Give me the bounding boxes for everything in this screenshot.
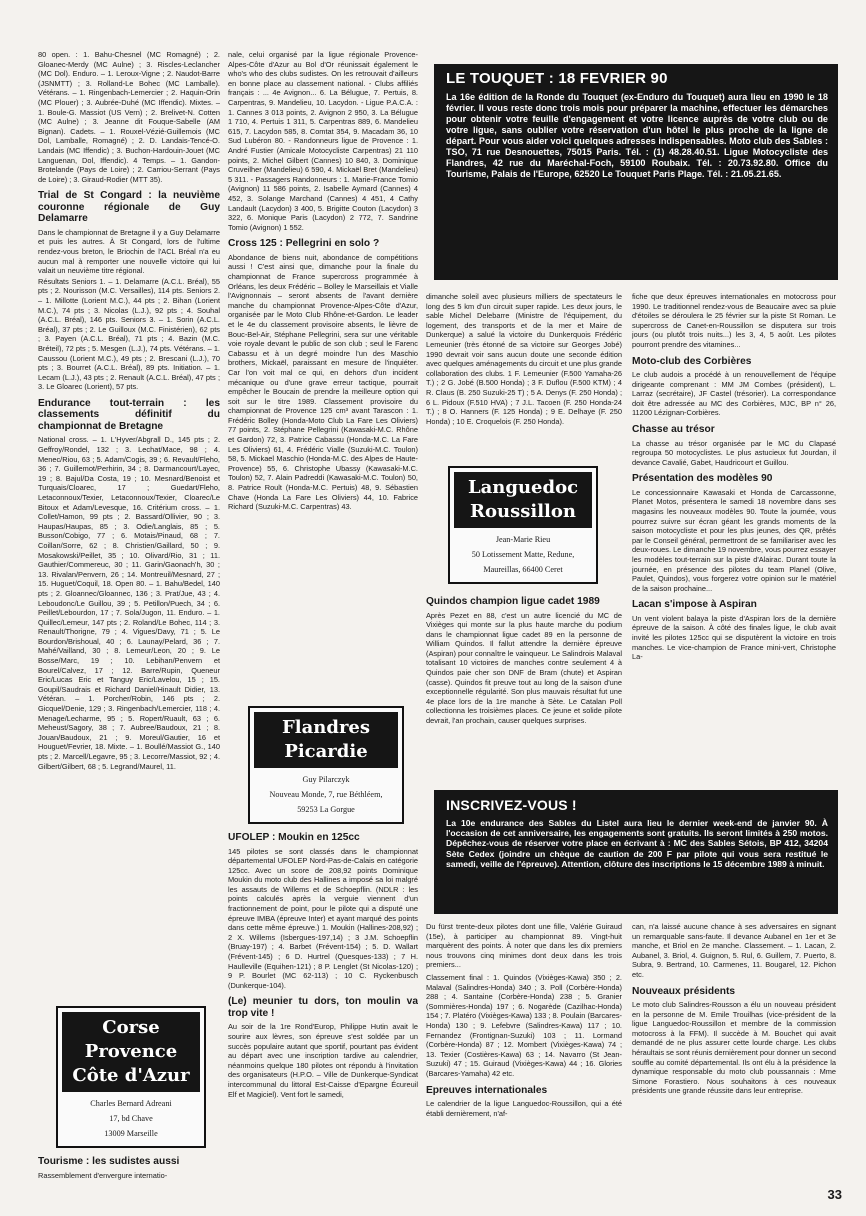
quindos-classement: Classement final : 1. Quindos (Vixièges-Kawa) 350 ; 2. Malaval (Salindres-Honda) 340 ; 3. Poll (Corbère-Honda) 288 ; 4. Santaine (Corbère-Honda) 238 ; 5. Granier (Sommières-Honda) 197 ; 6. Nogarède (Cazilhac-Honda) 154 ; 7. Platéro (Vixièges-Kawa) 133 ; 8. Poulain (Barcares-Honda) 130 ; 9. Lefebvre (Salindres-Kawa) 117 ; 10. Fernandez (Frontignan-Suzuki) 103 ; 11. Lormand (Corbère-Honda) 87 ; 12. Mombert (Vixièges-Kawa) 74 ; 13. Texier (Costières-Kawa) 63 ; 14. Navarro (St Jean-Suzuki) 47 ; 15. Guiraud (Vixièges-Kawa) 44 ; 16. Glories (Barcares-Yamaha) 42 etc.	[426, 972, 622, 1078]
region-name: Corse Provence Côte d'Azur	[62, 1012, 200, 1092]
column-3-lower	[426, 922, 622, 1210]
cross-heading: Cross 125 : Pellegrini en solo ?	[228, 238, 380, 250]
column-2	[228, 50, 418, 666]
chasse-heading: Chasse au trésor	[632, 424, 715, 436]
lacan-heading: Lacan s'impose à Aspiran	[632, 599, 757, 611]
region-street: Nouveau Monde, 7, rue Béthléem,	[269, 790, 383, 799]
quindos-heading: Quindos champion ligue cadet 1989	[426, 596, 600, 607]
meunier-heading: (Le) meunier tu dors, ton moulin va trop vite !	[228, 996, 418, 1019]
region-contact: Charles Bernard Adreani	[90, 1099, 172, 1108]
presentation-text: Le concessionnaire Kawasaki et Honda de Carcassonne, Planet Motos, présentera le samedi 18 novembre dans ses magasins les nouveaux modèles 90. Toute la journée, vous pourrez suivre sur écran géant les grands moments de la saison motocycliste et pour les plus jeunes, des QR, prêtés par le Conseil général, permettront de se familiariser avec les deux-roues. Le dimanche 19 novembre, vous pourrez essayer les modèles tout-terrain sur la piste d'Alairac. Durant toute la journée, en présence des pilotes du team Planel (Olive, Paulet, Quindos), vous forgerez votre opinion sur le matériel de la saison prochaine...	[632, 487, 836, 593]
tourisme-cont: nale, celui organisé par la ligue régionale Provence-Alpes-Côte d'Azur au Bol d'Or réunissait également le who's who des clubs sudistes. On les retrouvait d'ailleurs en bonne place au classement national. - Clubs affiliés français : ... 4e Avignon... 6. La Bélugue, 7. Pertuis, 8. Carpentras, 9. Mandelieu, 10. Lacydon. - Ligue P.A.C.A. : 1. Cannes 3 013 points, 2. Avignon 2 950, 3. La Bélugue 1 710, 4. Pertuis 1 311, 5. Carpentras 889, 6. Mandelieu 615, 7. Lacydon 585, 8. Comtat 354, 9. Macadam 36, 10 Sud Lubéron 80. - Randonneurs ligue de Provence : 1. André Fustier (Amicale Motocycliste Carpentras) 21 110 points, 2. Michel Gilbert (Cannes) 10 840, 3. Dominique Cruveilher (Mandelieu) 6 590, 4. Mickaël Bret (Mandelieu) 5 311. - Passagers Randonneurs : 1. Marie-France Tomio (Avignon) 11 586 points, 2. Isabelle Aymard (Cannes) 4 452, 3. Solange Marchand (Cannes) 4 451, 4 Cathy Landault (Lacydon) 3 400, 5. Brigitte Couton (Lacydon) 3 322, 6. Monique Paris (Lacydon) 2 772, 7. Sandrine Tomio (Avignon) 1 552.	[228, 50, 418, 232]
region-name: Languedoc Roussillon	[454, 472, 592, 528]
inscrivez-heading: INSCRIVEZ-VOUS !	[446, 797, 577, 813]
letouquet-heading: LE TOUQUET : 18 FEVRIER 90	[446, 70, 668, 87]
epreuves-text: Le calendrier de la ligue Languedoc-Roussillon, qui a été établi dernièrement, n'af-	[426, 1099, 622, 1118]
region-city: 13009 Marseille	[104, 1129, 158, 1138]
region-box-languedoc	[448, 466, 598, 584]
column-3-middle	[426, 596, 622, 778]
page-number: 33	[827, 1187, 842, 1202]
region-city: Maureillas, 66400 Ceret	[483, 565, 563, 574]
meunier-text: Au soir de la 1re Rond'Europ, Philippe Hutin avait le sourire aux lèvres, son épreuve s'est soldée par un succès populaire autant que sportif, pourtant pas évident au départ avec une inscription tardive au calendrier, néanmoins quelque 180 pilotes ont répondu à l'invitation des organisateurs (H.P.O. – Ville de Dunkerque-Syndicat intercommunal du littoral Est-Caisse d'Epargne Écureuil Elf et Magiciel). Vent fort le samedi,	[228, 1022, 418, 1099]
tourisme-start	[38, 1154, 220, 1214]
endurance-text: National cross. – 1. L'Hyver/Abgrall D., 145 pts ; 2. Geffroy/Rondel, 132 ; 3. Lechat/Mace, 98 ; 4. Menec/Riou, 63 ; 5. Adam/Cogis, 39 ; 6. Revault/Fleho, 36 ; 7. Guillemot/Perhirin, 34 ; 8. Darmancourt/Layec, 19 ; 8. Bajul/Da Costa, 19 ; 10. Mesnard/Benoist et Turquais/Cloarec, 17 ; Guedart/Fleho, Letaconnoux/Texier, Letaconnoux/Texier, Cloarec/Le Bitoux et Adam/Levesque, 16. Critérium cross. – 1. Collet/Hamon, 99 pts ; 2. Bassard/Ollivier, 90 ; 3. Haupas/Haupas, 85 ; 3. Odie/Langlais, 85 ; 5. Busson/Cobigo, 77 ; 6. Motais/Pinaud, 68 ; 7. Coillan/Sorre, 62 ; 8. Christien/Gaillard, 50 ; 9. Mosakowski/Peillet, 35 ; 10. Olivard/Rio, 31 ; 11. Gauthier/Commereuc, 30 ; 11. Garin/Gaonach'h, 30 ; 13. Rivalan/Penvern, 26 ; 14. Montreuil/Mesnard, 27 ; 15. Huguet/Coquil, 18. Open 80. – 1. Bahu/Bedel, 140 pts ; 2. Gloannec/Gloannec, 136 ; 3. Prat/Jue, 43 ; 4. Leboudonc/Le Guillou, 39 ; 5. Petillon/Puech, 34 ; 6. Peillet/Lebourdon, 17 ; 7. Sola/Jugon, 11. Enduro. – 1. Quillec/Lemeur, 147 pts ; 2. Roland/Le Bohec, 114 ; 3. Renault/Thorigne, 79 ; 4. Vigues/Davy, 71 ; 5. Le Bourdon/Brishoual, 40 ; 6. Launay/Pelard, 36 ; 7. Mahé/Vailland, 30 ; 8. Lemeur/Leon, 20 ; 9. Le Bosse/Marc, 19 ; 10. Lebihan/Penvern et Bourel/Calvez, 17 ; 12. Barre/Rupin, Queneur Eric/Lucas Eric et Tanguy Eric/Lavelou, 15 ; 15. Goupil/Saudrais et Richard Daniel/Hinault Didier, 13. Vétéran. – 1. Porcher/Robin, 146 pts ; 2. Gicquel/Denie, 129 ; 3. Ringenbach/Lemercier, 118 ; 4. Menage/Lecharme, 95 ; 5. Ropert/Ruault, 63 ; 6. Meheust/Sagory, 38 ; 7. Aubree/Baudoux, 21 ; 8. Jouan/Baudoux, 21 ; 9. Moreul/Gautier, 16 et Houguet/Fevrier, 18. Mixte. – 1. Boullé/Massiot G., 140 pts ; 2. Marcell/Legavre, 95 ; 3. Lecorre/Massiot, 92 ; 4. Gilbert/Gilbert, 68 ; 5. Legrand/Maurel, 11.	[38, 435, 220, 771]
meunier-cont: dimanche soleil avec plusieurs milliers de spectateurs le long des 5 km d'un circuit super rapide. Les deux jours, le sable Michel Delebarre (Ministre de l'équipement, du logement, des transports et de la mer et Maire de Dunkerque) a salué la victoire du Dunkerquois Frédéric Lemeunier (très étonné de sa victoire sur Georges Jobé) 1990 devrait voir sans aucun doute une seconde édition avec quelques aménagements du circuit et une plus grande collaboration des clubs. 1 F. Lemeunier (F.500 Yamaha-26 T.) ; 2 G. Jobé (B.500 Honda) ; 3 F. Duflou (F.500 KTM) ; 4 R. Claus (B. 250 Suzuki-25 T) ; 5 A. Denys (F. 250 Honda) ; 6 L. Pidoux (F.510 HVA) ; 7 J.L. Tacoen (F. 250 Honda-24 T.) ; 8 O. Hanners (F. 125 Honda) ; 9 E. Delhaye (F. 250 Honda) ; 10 E. Croquelois (F. 250 Honda).	[426, 292, 622, 426]
inscrivez-box	[434, 790, 838, 914]
tourisme-text: Rassemblement d'envergure internatio-	[38, 1170, 168, 1180]
inscrivez-text: La 10e endurance des Sables du Listel aura lieu le dernier week-end de janvier 90. À l'occasion de cet anniversaire, les engagements sont gratuits. Ils seront limités à 250 motos. Dépêchez-vous de réserver votre place en écrivant à : MC des Sables Sétois, BP 412, 34204 Sète Cedex (joindre un chèque de caution de 200 F par pilote qui vous sera restitué le samedi, veille de l'épreuve). Attention, clôture des inscriptions le 15 décembre 1989 à minuit.	[446, 818, 828, 869]
region-box-corse	[56, 1006, 206, 1148]
column-2-lower	[228, 832, 418, 1208]
corbieres-heading: Moto-club des Corbières	[632, 355, 752, 367]
letouquet-box	[434, 64, 838, 280]
column-4-lower	[632, 922, 836, 1190]
ufolep-text: 145 pilotes se sont classés dans le championnat départemental UFOLEP Nord-Pas-de-Calais en catégorie 125cc. Avec un score de 208,92 points Dominique Moukin du moto club des Hallines a imposé sa loi malgré les assauts de Willems et de Schoepflin. (NDLR : les points calculés après la verguie viennent d'un fractionnement de point, pour le pilote qui a disputé une épreuve IMBA (épreuve Inter) et ayant marqué des points dans cette même épreuve.) 1. Moukin (Hallines-208,92) ; 2 X. Willems (Isbergues-197,14) ; 3 J.M. Schoepflin (Bruay-197) ; 4. Barbet (Frévent-154) ; 5. D. Wallart (Frévent-145) ; 6 D. Hurtrel (Quesques-133) ; 7 H. Haulleville (Equihen-121) ; 8 P. Lenglet (St Nicolas-120) ; 9 P. Bourlet (MC 62-113) ; 10 C. Ryckenbusch (Dunkerque-104).	[228, 846, 418, 990]
letouquet-text: La 16e édition de la Ronde du Touquet (ex-Enduro du Touquet) aura lieu en 1990 le 18 février. Il vous reste donc trois mois pour préparer la machine, effectuer les démarches pour obtenir votre feuille d'engagement et votre licence auprès de votre club ou de votre ligue, sans oublier votre réservation d'un hôtel le plus proche de la ligne de départ. Pour vous aider voici quelques adresses indispensables. Moto club des Sables : TSO, 71 rue Desnouettes, 75015 Paris. Tél. : (1) 48.28.40.51. Ligue Motocycliste des Flandres, 42 rue du Maréchal-Foch, 59100 Roubaix. Tél. : 20.73.92.80. Office du Tourisme, Palais de l'Europe, 62520 Le Touquet Paris Plage. Tél. : 21.05.21.65.	[446, 92, 828, 179]
lacan-text: Un vent violent balaya la piste d'Aspiran lors de la dernière épreuve de la saison. À côté des finales ligue, le club avait invité les pilotes 125cc qui se disputèrent la victoire en trois manches. Le vice-champion de France mini-vert, Christophe La-	[632, 613, 836, 662]
lacan-cont: can, n'a laissé aucune chance à ses adversaires en signant un remarquable sans-faute. Il devance Aubanel en 1er et 3e manche, et Briol en 2e manche. Classement. – 1. Lacan, 2. Aubanel, 3. Briol, 4. Guignon, 5. Rul, 6. Guillem, 7. Puerto, 8. Subra, 9. Bertrand, 10. Carmenes, 11. Bougarel, 12. Pichon etc.	[632, 922, 836, 979]
ufolep-heading: UFOLEP : Moukin en 125cc	[228, 832, 360, 843]
region-contact: Guy Pilarczyk	[302, 775, 350, 784]
chasse-text: La chasse au trésor organisée par le MC du Clapasé regroupa 50 motocyclistes. Le plus astucieux fut Jourdan, il devance Cavalié, Gabet, Haudricourt et Guillou.	[632, 438, 836, 467]
column-3-upper	[426, 292, 622, 460]
nouveaux-text: Le moto club Salindres-Rousson a élu un nouveau président en la personne de M. Emile Trouilhas (vice-président de la ligue Languedoc-Roussillon et membre de la commission motocross à la FFM). Il succède à M. Bouchet qui avait demandé de ne plus assurer cette lourde charge. Les clubs héraultais se sont réunis dernièrement pour donner un second souffle au comité départemental. Ils ont élu à la présidence la dynamique responsable du moto club poussannais : Mme Simone Forastiero. Nous souhaitons à ces nouveaux présidents une grande réussite dans leur entreprise.	[632, 1000, 836, 1096]
stcongard-results: Résultats Seniors 1. – 1. Delamarre (A.C.L. Bréal), 55 pts ; 2. Nourisson (M.C. Versailles), 114 pts. Seniors 2. – 1. Millotte (Lorient M.C.), 44 pts ; 2. Bihan (Lorient M.C.), 74 pts ; 3. Nicolas (L.J.), 92 pts ; 4. Souhal (A.C.L. Bréal), 146 pts. Seniors 3. – 1. Sorin (A.C.L. Bréal), 37 pts ; 2. Le Guilloux (M.C. Finistérien), 62 pts ; 3. Payen (A.C.L. Bréal), 71 pts ; 4. Bazin (M.C. Bréteil), 72 pts ; 5. Mesgen (L.J.), 74 pts. Vétérans. – 1. Caussou (Lorient M.C.), 49 pts ; 2. Brescani (L.J.), 70 pts ; 3. Bourret (A.C.L. Bréal), 89 pts. Initiation. – 1. Lecam (L.J.), 43 pts ; 2. Renault (A.C.L. Bréal), 47 pts ; 3. Le Gloarec (Lorient), 57 pts.	[38, 276, 220, 392]
epreuves-cont: fiche que deux épreuves internationales en motocross pour 1990. Le traditionnel rendez-vous de Beaucaire avec sa pluie d'étoiles se déroulera le 25 février sur la piste St Roman. Le supercross de Canet-en-Roussillon se disputera sur trois jours (ou plutôt trois nuits...) les 3, 4, 5 août. Les pilotes pourront prendre des vitamines...	[632, 292, 836, 349]
corbieres-text: Le club audois a procédé à un renouvellement de l'équipe dirigeante comprenant : MM JM Combes (président), L. Larraz (secrétaire), JF Castel (trésorier). La correspondance doit être adressée au MC des Corbières, MJC, BP n° 26, 11200 Lézignan-Corbières.	[632, 370, 836, 418]
tourisme-heading: Tourisme : les sudistes aussi	[38, 1156, 180, 1167]
column-4-upper	[632, 292, 836, 786]
stcongard-heading: Trial de St Congard : la neuvième couronne régionale de Guy Delamarre	[38, 190, 220, 225]
results-bretagne-text: 80 open. : 1. Bahu-Chesnel (MC Romagné) ; 2. Gloanec-Merdy (MC Aulne) ; 3. Riscles-Leclancher (MC Dol). Enduro. – 1. Leroux-Vigne ; 2. Naudot-Barre (JSNMTT) ; 3. Rolland-Le Bohec (MC Lamballe). Vétérans. – 1. Ringenbach-Lemercier ; 2. Haquin-Orin (MC Plouer) ; 3. Aubrée-Duhé (MC Iffendic). Mixtes. – 1. Boule-G. Massiot (US Vern) ; 2. Brelivet-N. Cotten (MC Aulne) ; 3. Jeanne dit Fouque-Sabelle (AM Bignan). Cadets. – 1. Rouxel-Vézié-Guillemois (MC Dol, Lamballe, Romagné) ; 2. D. Landais-Tencé-O. Landais (MC Iffendic) ; 3. Buchon-Hardouin-Jouet (MC Languenan, Dol, Iffendic). 4 Temps. – 1. Gandon-Brotelande (Pays de Loire) ; 2. Carriou-Serrant (Pays de Loire) ; 3. Giraud-Rodier (MTT 35).	[38, 50, 220, 184]
endurance-heading: Endurance tout-terrain : les classements définitif du championnat de Bretagne	[38, 397, 220, 432]
region-street: 17, bd Chave	[109, 1114, 153, 1123]
region-city: 59253 La Gorgue	[297, 805, 355, 814]
epreuves-heading: Epreuves internationales	[426, 1084, 548, 1096]
quindos-text: Après Pezet en 88, c'est un autre licencié du MC de Vixièges qui monte sur la plus haute marche du podium dans le championnat ligue cadet 89 en la personne de William Quindos. Il fallut attendre la dernière épreuve (Aspiran) pour connaître le vainqueur. Le Salindrois Malaval totalisant 10 victoires de manches contre seulement 4 à Quindos paie cher son DNF de Bram (chute) et Aspiran (casse). Quindos fit preuve tout au long de la saison d'une exceptionnelle régularité. Son plus mauvais résultat fut une 4e place lors de la 1re manche à Sète. Le Catalan Poll collectionna les troisièmes places. Ce jeune et solide pilote devrait, l'an prochain, causer quelques surprises.	[426, 610, 622, 726]
quindos-results-intro: Du fürst trente-deux pilotes dont une fille, Valérie Guiraud (15e), à participer au championnat 89. Vingt-huit marquèrent des points. À noter que dans les dix premiers nous trouvons cinq minimes dont deux dans les trois premiers...	[426, 922, 622, 970]
region-name: Flandres Picardie	[254, 712, 398, 768]
presentation-heading: Présentation des modèles 90	[632, 473, 773, 485]
cross-text: Abondance de biens nuit, abondance de compétitions aussi ! C'est ainsi que, dimanche pour la finale du championnat de France supercross programmée à Orléans, les deux Frédéric – Bolley le Marseillais et Vialle l'Avignonnais – seront absents de l'avant dernière manche du championnat Provence-Alpes-Côte d'Azur, organisée par le Moto Club Rhône-et-Gardon. Le leader et le 4e du classement provisoire absents, le lièvre de Bouc-Bel-Air, Stéphane Pellegrini, sera sur une véritable voie royale devant le public de son club ; seul le Farenc Cabassu et à un degré moindre l'un des Maschio brothers, Mickaël, paraissant en mesure de l'inquiéter. Car l'on voit mal ce qui, en dehors d'un incident mécanique ou d'une grave erreur tactique, pourrait empêcher le Boucain de prendre la meilleure option qui soit sur le titre 1989. Classement provisoire du championnat de Provence 125 cm³ avant Tarascon : 1. Frédéric Bolley (Honda-Moto Club La Fare Les Oliviers) 77 points, 2. Stéphane Pellegrini (Kawasaki-M.C. Rhône et Gardon) 72, 3. Patrice Cabassu (Honda-M.C. La Fare Les Oliviers) 61, 4. Frédéric Vialle (Suzuki-M.C. Toulon) 58, 5. Mickael Maschio (Honda-M.C. des Alpes de Haute-Provence) 55, 6. Christophe Ubassy (Kawasaki-M.C. Toulon) 52, 7. Alain Padreddi (Kawasaki-M.C. Toulon) 50, 8. Patrice Roult (Honda-M.C. Pertuis) 48, 9. Sébastien Chave (Honda La Fare Les Oliviers) 44, 10. Fabrice Richard (Suzuki-M.C. Carpentras) 43.	[228, 252, 418, 512]
region-street: 50 Lotissement Matte, Redune,	[471, 550, 575, 559]
region-contact: Jean-Marie Rieu	[495, 535, 551, 544]
stcongard-text: Dans le championnat de Bretagne il y a Guy Delamarre et puis les autres. À St Congard, lors de l'ultime rendez-vous breton, le Briochin de l'ACL Bréal n'a eu aucun mal à remporter une nouvelle victoire qui lui valait un neuvième titre régional.	[38, 227, 220, 276]
nouveaux-heading: Nouveaux présidents	[632, 985, 736, 997]
region-box-flandres	[248, 706, 404, 824]
